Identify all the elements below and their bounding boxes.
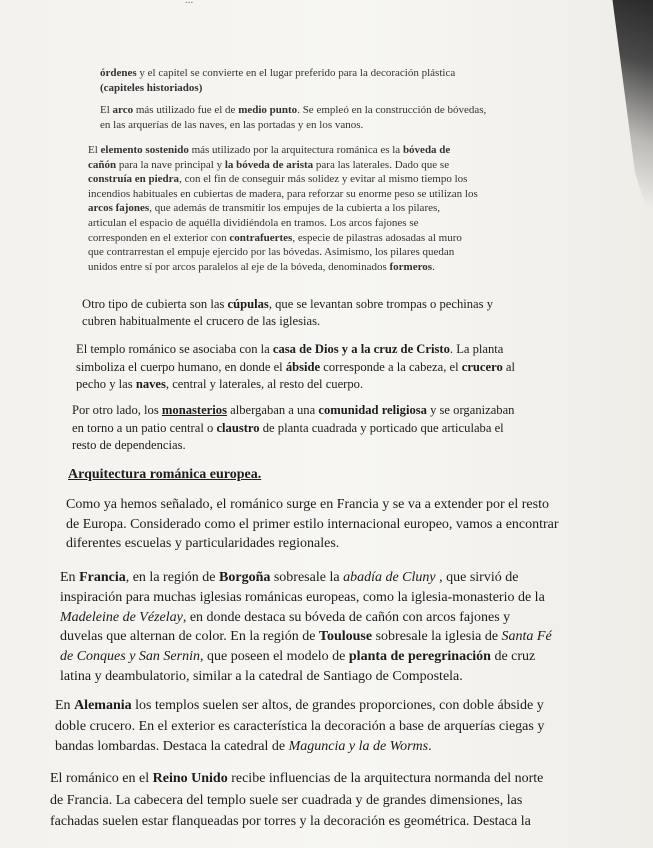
- text-run: de Francia. La cabecera del templo suele ser cuadrada y de grandes dimensiones, las: [50, 792, 523, 808]
- text-run: , que se levantan sobre trompas o pechinas y: [268, 297, 493, 311]
- text-run: elemento sostenido: [100, 144, 189, 156]
- text-line: [76, 376, 566, 394]
- text-run: bóveda de: [402, 144, 451, 156]
- text-run: Borgoña: [219, 570, 271, 585]
- text-run: doble crucero. En el exterior es característica la decoración a base de arquerías ciegas y: [55, 718, 545, 734]
- text-line: [82, 296, 562, 313]
- text-run: resto de dependencias.: [72, 438, 186, 452]
- text-run: . La planta: [449, 342, 504, 356]
- text-run: En: [55, 698, 75, 713]
- text-run: , especie de pilastras adosadas al muro: [292, 231, 462, 244]
- text-run: articulan el espacio de aquélla dividiéndola en tramos. Los arcos fajones se: [88, 216, 419, 229]
- text-run: abadía de Cluny: [343, 570, 436, 585]
- text-line: [60, 627, 575, 647]
- text-run: para las laterales. Dado que se: [313, 158, 450, 171]
- text-run: latina y deambulatorio, similar a la catedral de Santiago de Compostela.: [60, 668, 463, 684]
- text-run: Toulouse: [318, 629, 373, 645]
- text-run: que contrarrestan el empuje ejercido por las bóvedas. Asimismo, los pilares quedan: [88, 246, 455, 259]
- text-run: planta de peregrinación: [348, 649, 491, 665]
- text-run: los templos suelen ser altos, de grandes proporciones, con doble ábside y: [131, 698, 544, 713]
- text-run: en torno a un patio central o: [72, 420, 217, 435]
- text-run: recibe influencias de la arquitectura normanda del norte: [227, 771, 544, 786]
- paragraph-cupulas: [82, 296, 562, 330]
- text-line: [60, 608, 575, 628]
- text-run: incendios habituales en cubiertas de madera, para reforzar su enorme peso se utilizan los: [88, 187, 478, 200]
- text-run: de Europa. Considerado como el primer estilo internacional europeo, vamos a encontrar: [66, 516, 559, 532]
- paragraph-alemania: [55, 696, 580, 758]
- text-run: crucero: [461, 359, 503, 374]
- text-run: de planta cuadrada y porticado que articulaba el: [259, 420, 504, 435]
- text-run: medio punto: [238, 104, 298, 116]
- text-run: casa de Dios y a la cruz de Cristo: [272, 342, 450, 356]
- text-run: Alemania: [74, 698, 132, 713]
- text-run: duvelas que alternan de color. En la región de: [60, 629, 319, 645]
- text-line: [50, 768, 582, 790]
- paragraph-arco: [100, 103, 555, 132]
- text-run: claustro: [216, 420, 260, 435]
- section-title: Arquitectura románica europea.: [68, 467, 262, 482]
- text-line: [100, 66, 555, 81]
- text-run: (capiteles historiados): [100, 81, 203, 94]
- text-run: .: [432, 260, 435, 273]
- text-line: [88, 143, 558, 158]
- text-run: al: [502, 359, 516, 374]
- text-run: bandas lombardas. Destaca la catedral de: [55, 739, 289, 754]
- text-run: y el capitel se convierte en el lugar preferido para la decoración plástica: [136, 67, 456, 79]
- text-run: arco: [112, 104, 134, 116]
- text-line: [72, 402, 567, 420]
- text-line: [55, 737, 580, 758]
- text-run: formeros: [389, 260, 433, 273]
- text-run: construía en piedra: [88, 173, 180, 186]
- text-line: [88, 158, 558, 173]
- text-run: , que sirvió de: [435, 570, 519, 585]
- text-run: contrafuertes: [229, 231, 293, 244]
- text-run: cubren habitualmente el crucero de las iglesias.: [82, 314, 321, 328]
- text-line: [60, 568, 575, 588]
- text-run: en las arquerías de las naves, en las portadas y en los vanos.: [100, 118, 364, 131]
- text-run: Por otro lado, los: [72, 403, 162, 417]
- text-run: la bóveda de arista: [224, 158, 314, 171]
- text-run: unidos entre sí por arcos paralelos al eje de la bóveda, denominados: [88, 260, 390, 273]
- text-line: [60, 647, 575, 667]
- text-run: cúpulas: [227, 297, 269, 311]
- text-line: [55, 696, 580, 717]
- text-run: , con el fin de conseguir más solidez y evitar al mismo tiempo los: [179, 173, 468, 186]
- paragraph-capiteles: [100, 66, 555, 95]
- text-run: más utilizado por la arquitectura románica es la: [188, 144, 403, 156]
- paragraph-templo-romanico: [76, 341, 566, 394]
- text-line: [76, 359, 566, 377]
- text-line: [88, 231, 558, 246]
- text-run: naves: [135, 377, 166, 391]
- text-run: Como ya hemos señalado, el románico surge en Francia y se va a extender por el resto: [66, 497, 549, 512]
- paragraph-elemento-sostenido: [88, 143, 558, 274]
- text-line: [88, 201, 558, 216]
- text-run: , en la región de: [125, 570, 220, 585]
- text-run: El templo románico se asociaba con la: [76, 342, 273, 356]
- text-run: Otro tipo de cubierta son las: [82, 297, 228, 311]
- paragraph-reino-unido: [50, 768, 582, 833]
- text-run: Santa Fé: [501, 629, 552, 645]
- text-run: pecho y las: [76, 377, 136, 391]
- text-run: El románico en el: [50, 771, 153, 786]
- text-run: ábside: [285, 359, 321, 374]
- text-run: sobresale la: [270, 570, 344, 585]
- text-line: [76, 341, 566, 359]
- text-run: monasterios: [161, 403, 227, 417]
- text-run: diferentes escuelas y particularidades regionales.: [66, 536, 340, 552]
- text-run: órdenes: [100, 67, 137, 79]
- paragraph-monasterios: [72, 402, 567, 455]
- text-run: corresponde a la cabeza, el: [320, 359, 462, 374]
- text-run: , que además de transmitir los empujes de la cubierta a los pilares,: [149, 202, 441, 215]
- text-run: albergaban a una: [226, 403, 319, 417]
- text-run: Madeleine de Vézelay: [60, 609, 183, 625]
- text-run: . Se empleó en la construcción de bóvedas,: [297, 104, 487, 116]
- paragraph-francia: [60, 568, 575, 687]
- text-line: [72, 420, 567, 438]
- text-run: , central y laterales, al resto del cuerpo.: [165, 377, 364, 391]
- text-run: En: [60, 570, 80, 585]
- text-run: para la nave principal y: [116, 158, 225, 171]
- text-line: [100, 103, 555, 118]
- text-run: El: [88, 144, 101, 156]
- text-run: simboliza el cuerpo humano, en donde el: [76, 359, 286, 374]
- paragraph-europa: [66, 495, 571, 554]
- text-run: Maguncia y la de Worms: [288, 739, 429, 754]
- text-line: [88, 172, 558, 187]
- text-run: sobresale la iglesia de: [372, 629, 502, 645]
- page-header: ...: [185, 0, 194, 6]
- text-run: inspiración para muchas iglesias románicas europeas, como la iglesia-monasterio de la: [60, 589, 545, 605]
- text-run: Reino Unido: [152, 771, 228, 786]
- text-run: corresponden en el exterior con: [88, 231, 230, 244]
- text-run: , que poseen el modelo de: [199, 649, 349, 665]
- text-run: cañón: [88, 158, 117, 171]
- text-run: fachadas suelen estar flanqueadas por torres y la decoración es geométrica. Destaca la: [50, 814, 531, 829]
- text-run: , en donde destaca su bóveda de cañón con arcos fajones y: [182, 609, 511, 625]
- text-run: comunidad religiosa: [318, 403, 427, 417]
- text-run: más utilizado fue el de: [133, 104, 239, 116]
- text-run: y se organizaban: [426, 403, 515, 417]
- text-run: El: [100, 104, 113, 116]
- text-run: .: [428, 739, 432, 754]
- text-run: de Conques y San Sernin: [60, 649, 200, 665]
- text-run: Francia: [79, 570, 126, 585]
- text-run: arcos fajones: [88, 202, 150, 215]
- text-line: [88, 260, 558, 275]
- text-run: de cruz: [490, 649, 536, 665]
